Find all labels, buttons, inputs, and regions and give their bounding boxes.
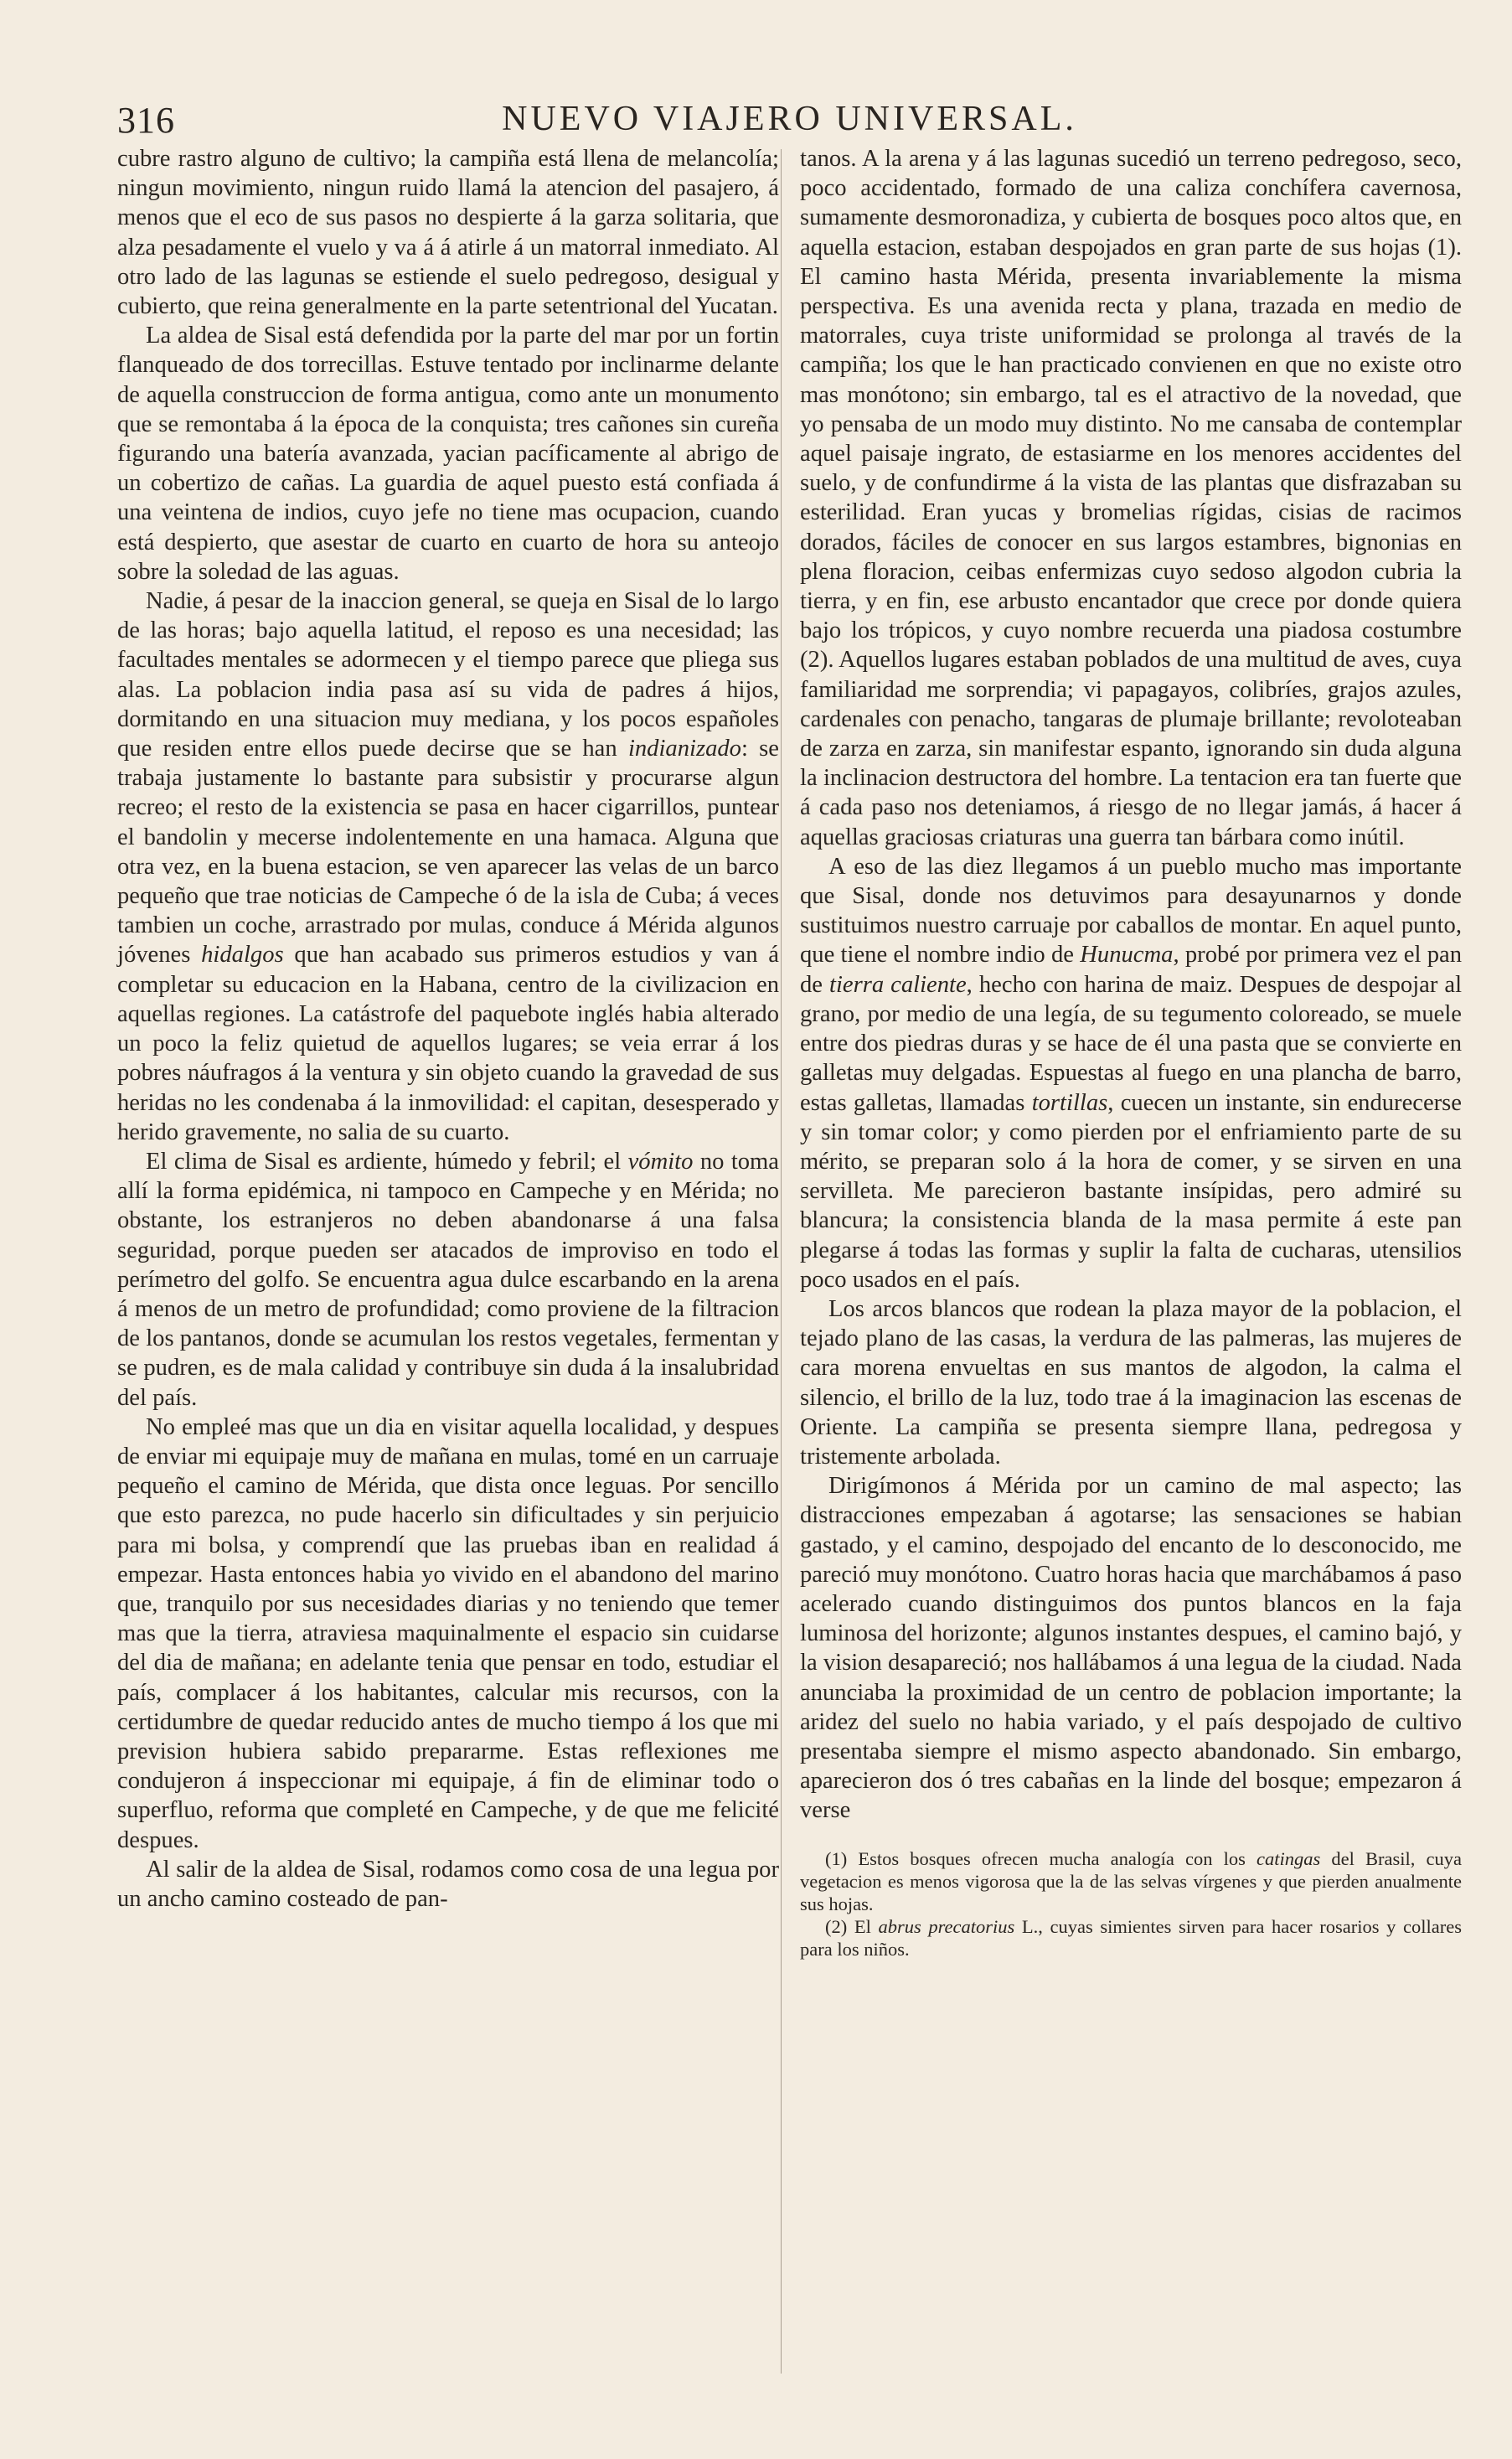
italic-term: tierra caliente <box>829 971 967 998</box>
footnote <box>800 1847 1462 1915</box>
italic-term: tortillas <box>1031 1089 1108 1116</box>
italic-term: Hunucma <box>1080 942 1174 969</box>
footnotes <box>800 1847 1462 1960</box>
italic-term: hidalgos <box>201 942 284 969</box>
italic-term: vómito <box>627 1148 694 1175</box>
footnote <box>800 1915 1462 1960</box>
paragraph <box>117 1147 779 1413</box>
text-run: L., cuyas simientes sirven para hacer rosarios y collares para los niños. <box>800 1915 1462 1960</box>
text-run: que han acabado sus primeros estudios y van á completar su educacion en la Habana, centro de la civilizacion en aquellas regiones. La catástrofe del paquebote inglés habia alterado un poco la feliz quietud de aquellos lugares; se veia errar á los pobres náufragos á la ventura y sin objeto cuando la gravedad de sus heridas no les condenaba á la inmovilidad: el capitan, desesperado y herido gravemente, no salia de su cuarto. <box>117 942 779 1145</box>
text-run: (2) El <box>825 1915 879 1937</box>
text-run: (1) Estos bosques ofrecen mucha analogía con los <box>825 1847 1257 1869</box>
italic-term: catingas <box>1256 1847 1321 1869</box>
text-run: El clima de Sisal es ardiente, húmedo y febril; el <box>146 1148 628 1175</box>
paragraph: Los arcos blancos que rodean la plaza mayor de la poblacion, el tejado plano de las casas, la verdura de las palmeras, las mujeres de cara morena envueltas en sus mantos de algodon, la calma el silencio, el brillo de la luz, todo trae á la imaginacion las escenas de Oriente. La campiña se presenta siempre llana, pedregosa y tristemente arbolada. <box>800 1295 1462 1470</box>
paragraph <box>117 586 779 1147</box>
paragraph: Dirigímonos á Mérida por un camino de mal aspecto; las distracciones empezaban á agotarse; las sensaciones se habian gastado, y el camino, despojado del encanto de lo desconocido, me pareció muy monótono. Cuatro horas hacia que marchábamos á paso acelerado cuando distinguimos dos puntos blancos en la faja luminosa del horizonte; algunos instantes despues, el camino bajó, y la vision desapareció; nos hallábamos á una legua de la ciudad. Nada anunciaba la proximidad de un centro de poblacion importante; la aridez del suelo no habia variado, y el país despojado de cultivo presentaba siempre el mismo aspecto abandonado. Sin embargo, aparecieron dos ó tres cabañas en la linde del bosque; empezaron á verse <box>800 1473 1462 1824</box>
text-run: Nadie, á pesar de la inaccion general, se queja en Sisal de lo largo de las horas; bajo aquella latitud, el reposo es una necesidad; las facultades mentales se adormecen y el tiempo parece que pliega sus alas. La poblacion india pasa así su vida de padres á hijos, dormitando en una situacion muy mediana, y los pocos españoles que residen entre ellos puede decirse que se han <box>117 588 779 762</box>
page-number: 316 <box>117 100 175 141</box>
running-title: NUEVO VIAJERO UNIVERSAL. <box>502 100 1077 138</box>
text-run: : se trabaja justamente lo bastante para subsistir y procurarse algun recreo; el resto de la existencia se pasa en hacer cigarrillos, puntear el bandolin y mecerse indolentemente en una hamaca. Alguna que otra vez, en la buena estacion, se ven aparecer las velas de un barco pequeño que trae noticias de Campeche ó de la isla de Cuba; á veces tambien un coche, arrastrado por mulas, conduce á Mérida algunos jóvenes <box>117 736 780 969</box>
italic-term: indianizado <box>627 736 741 762</box>
paragraph: tanos. A la arena y á las lagunas sucedió un terreno pedregoso, seco, poco accidentado, formado de una caliza conchífera cavernosa, sumamente desmoronadiza, y cubierta de bosques poco altos que, en aquella estacion, estaban despojados en gran parte de sus hojas (1). El camino hasta Mérida, presenta invariablemente la misma perspectiva. Es una avenida recta y plana, trazada en medio de matorrales, cuya triste uniformidad se prolonga al través de la campiña; los que le han practicado convienen en que no existe otro mas monótono; sin embargo, tal es el atractivo de la novedad, que yo pensaba de un modo muy distinto. No me cansaba de contemplar aquel paisaje ingrato, de estasiarme en los menores accidentes del suelo, y de confundirme á la vista de las plantas que disfrazaban su esterilidad. Eran yucas y bromelias rígidas, cisias de racimos dorados, fáciles de conocer en sus largos estambres, bignonias en plena floracion, ceibas enfermizas cuyo sedoso algodon cubria la tierra, y en fin, ese arbusto encantador que crece por donde quiera bajo los trópicos, y cuyo nombre recuerda una piadosa costumbre (2). Aquellos lugares estaban poblados de una multitud de aves, cuya familiaridad me sorprendia; vi papagayos, colibríes, grajos azules, cardenales con penacho, tangaras de plumaje brillante; revoloteaban de zarza en zarza, sin manifestar espanto, ignorando sin duda alguna la inclinacion destructora del hombre. La tentacion era tan fuerte que á cada paso nos deteniamos, á riesgo de no llegar jamás, á hacer á aquellas graciosas criaturas una guerra tan bárbara como inútil. <box>800 146 1462 850</box>
left-column <box>117 144 779 1914</box>
text-run: , hecho con harina de maiz. Despues de despojar al grano, por medio de una legía, de su tegumento coloreado, se muele entre dos piedras duras y se hace de él una pasta que se convierte en galletas muy delgadas. Espuestas al fuego en una plancha de barro, estas galletas, llamadas <box>800 971 1463 1116</box>
text-run: , cuecen un instante, sin endurecerse y sin tomar color; y como pierden por el enfriamiento parte de su mérito, se preparan solo á la hora de comer, y se sirven en una servilleta. Me parecieron bastante insípidas, pero admiré su blancura; la consistencia blanda de la masa permite á este pan plegarse á todas las formas y suplir la falta de cucharas, utensilios poco usados en el país. <box>800 1089 1462 1293</box>
running-head <box>117 99 1462 149</box>
text-run: del Brasil, cuya vegetacion es menos vigorosa que la de las selvas vírgenes y que pierden anualmente sus hojas. <box>800 1847 1462 1914</box>
text-run: , probé por primera vez el pan de <box>800 942 1462 998</box>
paragraph: cubre rastro alguno de cultivo; la campiña está llena de melancolía; ningun movimiento, ningun ruido llamá la atencion del pasajero, á menos que el eco de sus pasos no despierte á la garza solitaria, que alza pesadamente el vuelo y va á á atirle á un matorral inmediato. Al otro lado de las lagunas se estiende el suelo pedregoso, desigual y cubierto, que reina generalmente en la parte setentrional del Yucatan. <box>117 146 779 320</box>
paragraph: Al salir de la aldea de Sisal, rodamos como cosa de una legua por un ancho camino costeado de pan- <box>117 1856 779 1912</box>
right-column <box>800 144 1462 1960</box>
italic-term: abrus precatorius <box>878 1915 1015 1937</box>
text-run: no toma allí la forma epidémica, ni tampoco en Campeche y en Mérida; no obstante, los estranjeros no deben abandonarse á una falsa seguridad, porque pueden ser atacados de improviso en todo el perímetro del golfo. Se encuentra agua dulce escarbando en la arena á menos de un metro de profundidad; como proviene de la filtracion de los pantanos, donde se acumulan los restos vegetales, fermentan y se pudren, es de mala calidad y contribuye sin duda á la insalubridad del país. <box>117 1148 779 1411</box>
paragraph <box>800 852 1462 1294</box>
paragraph: No empleé mas que un dia en visitar aquella localidad, y despues de enviar mi equipaje muy de mañana en mulas, tomé en un carruaje pequeño el camino de Mérida, que dista once leguas. Por sencillo que esto parezca, no pude hacerlo sin dificultades y sin perjuicio para mi bolsa, y comprendí que las pruebas iban en realidad á empezar. Hasta entonces habia yo vivido en el abandono del marino que, tranquilo por sus necesidades diarias y no teniendo que temer mas que la tierra, atraviesa maquinalmente el espacio sin cuidarse del dia de mañana; en adelante tenia que pensar en todo, estudiar el país, complacer á los habitantes, calcular mis recursos, con la certidumbre de quedar reducido antes de mucho tiempo á los que mi prevision hubiera sabido prepararme. Estas reflexiones me condujeron á inspeccionar mi equipaje, á fin de eliminar todo o superfluo, reforma que completé en Campeche, y de que me felicité despues. <box>117 1413 779 1853</box>
text-run: A eso de las diez llegamos á un pueblo mucho mas importante que Sisal, donde nos detuvimos para desayunarnos y donde sustituimos nuestro carruaje por caballos de montar. En aquel punto, que tiene el nombre indio de <box>800 853 1462 969</box>
column-divider <box>781 149 782 2374</box>
paragraph: La aldea de Sisal está defendida por la parte del mar por un fortin flanqueado de dos torrecillas. Estuve tentado por inclinarme delante de aquella construccion de forma antigua, como ante un monumento que se remontaba á la época de la conquista; tres cañones sin cureña figurando una batería avanzada, yacian pacíficamente al abrigo de un cobertizo de cañas. La guardia de aquel puesto está confiada á una veintena de indios, cuyo jefe no tiene mas ocupacion, cuando está despierto, que asestar de cuarto en cuarto de hora su anteojo sobre la soledad de las aguas. <box>117 323 779 585</box>
